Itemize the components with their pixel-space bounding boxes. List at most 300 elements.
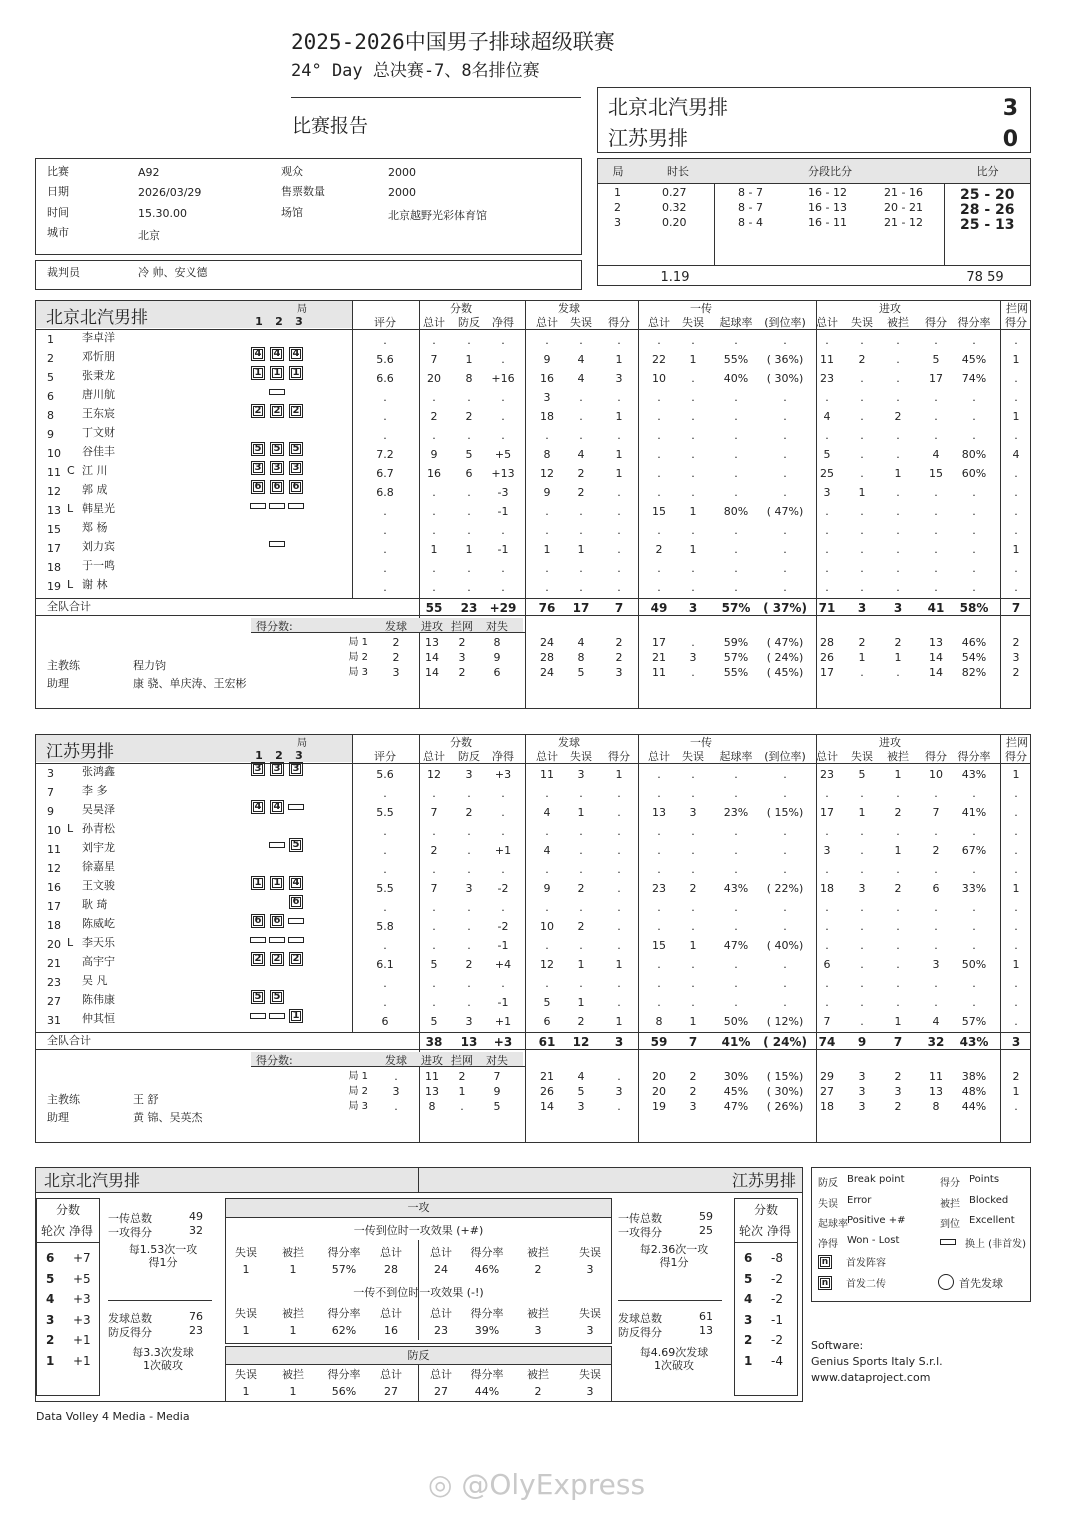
set-points: 2 <box>458 666 466 679</box>
set-stat: 29 <box>820 1070 834 1083</box>
stat-cell: . <box>657 920 661 933</box>
stat-cell: . <box>657 996 661 1009</box>
player-number: 3 <box>47 767 54 780</box>
stat-cell: . <box>734 920 738 933</box>
stat-cell: . <box>934 825 938 838</box>
player-name: 谢 林 <box>82 578 108 591</box>
side-out-col: 被拦 <box>527 1246 549 1259</box>
stat-cell: . <box>432 920 436 933</box>
stat-cell: . <box>934 334 938 347</box>
stat-cell: . <box>972 486 976 499</box>
stat-cell: 11 <box>540 768 554 781</box>
player-name: 郭 成 <box>82 483 108 496</box>
stat-cell: 1 <box>689 505 697 518</box>
set-stat: 3 <box>894 1085 902 1098</box>
set-partial: 8 - 7 <box>738 201 763 214</box>
set-stat: 24 <box>540 636 554 649</box>
stat-cell: . <box>734 768 738 781</box>
stat-cell: . <box>432 977 436 990</box>
stat-cell: . <box>972 787 976 800</box>
stat-cell: . <box>432 996 436 1009</box>
total-cell: 41% <box>721 1035 751 1049</box>
stat-cell: . <box>896 448 900 461</box>
starter-legend-icon: n <box>818 1255 832 1269</box>
info-label: 日期 <box>47 185 69 198</box>
starting-position-mark: 3 <box>270 762 284 776</box>
column-group-header: 一传 <box>690 302 712 315</box>
stat-cell: -1 <box>497 939 509 952</box>
stat-cell: 6.6 <box>376 372 394 385</box>
stat-cell: . <box>432 863 436 876</box>
points-col-header: 进攻 <box>421 620 443 633</box>
substitute-mark <box>288 918 304 924</box>
stat-cell: . <box>691 996 695 1009</box>
info-value: 北京 <box>138 229 160 242</box>
total-cell: 74 <box>818 1035 836 1049</box>
stat-cell: . <box>617 977 621 990</box>
player-number: 15 <box>47 523 61 536</box>
side-out-negative-title: 一传不到位时一攻效果 (-!) <box>353 1286 484 1299</box>
set-points: 14 <box>425 666 439 679</box>
total-cell: ( 24%) <box>763 1035 807 1049</box>
stat-cell: . <box>657 581 661 594</box>
stat-cell: . <box>432 562 436 575</box>
set-stat: 3 <box>1012 651 1020 664</box>
starting-position-mark: 4 <box>289 876 303 890</box>
rotation-number: 1 <box>46 1353 55 1368</box>
stat-cell: . <box>734 958 738 971</box>
column-header: 总计 <box>648 750 670 763</box>
player-name: 郑 杨 <box>82 521 108 534</box>
side-out-col: 失误 <box>579 1307 601 1320</box>
stat-cell: . <box>1014 825 1018 838</box>
set-stat: 38% <box>961 1070 987 1083</box>
starter-legend-icon: n <box>818 1276 832 1290</box>
stat-cell: . <box>1014 806 1018 819</box>
set-stat: . <box>617 1100 621 1113</box>
set-stat: 3 <box>858 1070 866 1083</box>
side-out-value: 39% <box>474 1324 500 1337</box>
player-name: 吴昊泽 <box>82 803 115 816</box>
stat-cell: . <box>617 562 621 575</box>
stat-cell: . <box>383 996 387 1009</box>
set-stat: 57% <box>723 651 749 664</box>
set-label: 局 3 <box>348 1101 368 1112</box>
stat-cell: 41% <box>961 806 987 819</box>
column-header: 得分 <box>608 316 630 329</box>
player-number: 12 <box>47 862 61 875</box>
stat-cell: . <box>1014 996 1018 1009</box>
stat-cell: . <box>467 524 471 537</box>
stat-cell: . <box>617 901 621 914</box>
stat-cell: . <box>734 429 738 442</box>
stat-cell: 43% <box>961 768 987 781</box>
side-out-col: 失误 <box>235 1246 257 1259</box>
stat-cell: . <box>783 901 787 914</box>
column-header: 得分率 <box>957 316 991 329</box>
rotation-title: 分数 <box>753 1203 778 1217</box>
stat-cell: . <box>467 486 471 499</box>
set-label: 局 1 <box>348 1071 368 1082</box>
stat-cell: 3 <box>577 768 585 781</box>
starting-position-mark: 2 <box>270 404 284 418</box>
set-points: . <box>394 1100 398 1113</box>
stat-cell: . <box>860 391 864 404</box>
stat-cell: . <box>972 334 976 347</box>
starting-position-mark: 5 <box>270 442 284 456</box>
set-stat: 3 <box>858 1085 866 1098</box>
stat-cell: . <box>691 448 695 461</box>
side-out-value: 1 <box>242 1324 250 1337</box>
stat-cell: . <box>617 524 621 537</box>
stat-cell: . <box>501 581 505 594</box>
set-stat: 45% <box>723 1085 749 1098</box>
stat-cell: 20 <box>427 372 441 385</box>
stat-cell: . <box>734 467 738 480</box>
stat-cell: . <box>691 787 695 800</box>
set-stat: 14 <box>929 666 943 679</box>
stat-cell: 1 <box>894 467 902 480</box>
player-name: 张秉龙 <box>82 369 115 382</box>
stat-cell: . <box>467 429 471 442</box>
stat-cell: 1 <box>577 806 585 819</box>
column-header: 失误 <box>682 750 704 763</box>
stat-cell: . <box>579 429 583 442</box>
stat-cell: 1 <box>615 958 623 971</box>
set-partial: 20 - 21 <box>884 201 923 214</box>
stat-cell: . <box>934 486 938 499</box>
stat-cell: 1 <box>465 543 473 556</box>
player-name: 耿 琦 <box>82 898 108 911</box>
stat-cell: . <box>383 391 387 404</box>
summary-label: 发球总数 <box>618 1312 662 1325</box>
rule <box>225 1217 612 1218</box>
set-stat: 20 <box>652 1070 666 1083</box>
stat-cell: 6.8 <box>376 486 394 499</box>
side-out-col: 失误 <box>235 1307 257 1320</box>
stat-cell: . <box>825 977 829 990</box>
rule <box>618 1300 722 1301</box>
set-points: 2 <box>458 1070 466 1083</box>
side-out-col: 失误 <box>579 1368 601 1381</box>
starting-position-mark: 2 <box>289 952 303 966</box>
set-stat: 3 <box>858 1100 866 1113</box>
set-stat: 3 <box>615 666 623 679</box>
stat-cell: . <box>972 391 976 404</box>
rotation-balance: +3 <box>73 1312 91 1327</box>
set-stat: 5 <box>577 666 585 679</box>
set-points: 2 <box>458 636 466 649</box>
player-number: 18 <box>47 561 61 574</box>
rotation-title: 分数 <box>55 1203 80 1217</box>
stat-cell: +16 <box>491 372 515 385</box>
stat-cell: 7 <box>430 353 438 366</box>
total-cell: 17 <box>572 601 590 615</box>
player-role: L <box>67 822 74 835</box>
stat-cell: 22 <box>652 353 666 366</box>
stat-cell: . <box>734 410 738 423</box>
column-header: (到位率) <box>764 750 806 763</box>
stat-cell: . <box>972 920 976 933</box>
rotation-balance: -2 <box>771 1271 783 1286</box>
total-cell: +3 <box>493 1035 513 1049</box>
stat-cell: ( 40%) <box>766 939 804 952</box>
efficiency-note: 每2.36次一攻 得1分 <box>639 1243 709 1269</box>
efficiency-note: 每4.69次发球 1次破攻 <box>639 1346 709 1372</box>
stat-cell: 4 <box>932 1015 940 1028</box>
match-info <box>35 158 582 255</box>
column-header: 被拦 <box>887 750 909 763</box>
stat-cell: . <box>734 486 738 499</box>
referee-box <box>35 260 582 290</box>
stat-cell: . <box>860 939 864 952</box>
stat-cell: . <box>617 825 621 838</box>
starting-position-mark: 5 <box>289 442 303 456</box>
stat-cell: 67% <box>961 844 987 857</box>
column-header: 得分 <box>1005 750 1027 763</box>
side-out-value: 27 <box>434 1385 448 1398</box>
rotation-header: 净得 <box>767 1224 792 1238</box>
stat-cell: . <box>934 391 938 404</box>
starting-position-mark: 4 <box>289 347 303 361</box>
total-cell: 9 <box>857 1035 867 1049</box>
set-stat: ( 15%) <box>766 1070 804 1083</box>
stat-cell: . <box>501 524 505 537</box>
info-label: 场馆 <box>281 206 303 219</box>
total-cell: 43% <box>959 1035 989 1049</box>
stat-cell: . <box>579 844 583 857</box>
summary-label: 防反得分 <box>618 1326 662 1339</box>
starting-position-mark: 4 <box>251 800 265 814</box>
stat-cell: . <box>1014 429 1018 442</box>
stat-cell: 5.6 <box>376 353 394 366</box>
column-header: 净得 <box>492 750 514 763</box>
info-label: 观众 <box>281 165 303 178</box>
player-name: 刘力宾 <box>82 540 115 553</box>
stat-cell: . <box>860 372 864 385</box>
column-header: 总计 <box>536 316 558 329</box>
player-name: 李卓洋 <box>82 331 115 344</box>
stat-cell: . <box>657 524 661 537</box>
stat-cell: . <box>617 429 621 442</box>
stat-cell: 5 <box>430 958 438 971</box>
set-stat: 4 <box>577 1070 585 1083</box>
stat-cell: 50% <box>723 1015 749 1028</box>
substitute-mark <box>288 804 304 810</box>
stat-cell: . <box>657 334 661 347</box>
stat-cell: . <box>579 825 583 838</box>
stat-cell: 7 <box>430 882 438 895</box>
set-stat: 2 <box>689 1070 697 1083</box>
player-number: 17 <box>47 900 61 913</box>
stat-cell: . <box>657 787 661 800</box>
summary-value: 13 <box>699 1324 713 1337</box>
stat-cell: . <box>617 505 621 518</box>
stat-cell: 23 <box>820 372 834 385</box>
stat-cell: . <box>617 882 621 895</box>
stat-cell: . <box>545 429 549 442</box>
stat-cell: . <box>1014 977 1018 990</box>
stat-cell: . <box>783 844 787 857</box>
set-number: 2 <box>614 201 621 214</box>
stat-cell: . <box>896 581 900 594</box>
set-stat: 3 <box>577 1100 585 1113</box>
set-stat: 20 <box>652 1085 666 1098</box>
player-number: 10 <box>47 447 61 460</box>
total-cell: 58% <box>959 601 989 615</box>
set-stat: 2 <box>858 636 866 649</box>
side-out-value: 1 <box>242 1263 250 1276</box>
rule <box>734 1242 798 1243</box>
side-out-col: 失误 <box>579 1246 601 1259</box>
stat-cell: 3 <box>823 486 831 499</box>
column-group-header: 拦网 <box>1006 302 1028 315</box>
set-stat: 48% <box>961 1085 987 1098</box>
info-value: 北京越野光彩体育馆 <box>388 209 487 222</box>
stat-cell: . <box>1014 581 1018 594</box>
player-name: 刘宇龙 <box>82 841 115 854</box>
starting-position-mark: 1 <box>270 366 284 380</box>
stat-cell: . <box>783 863 787 876</box>
total-cell: 23 <box>460 601 478 615</box>
stat-cell: 1 <box>430 543 438 556</box>
stat-cell: . <box>691 977 695 990</box>
rotation-balance: +7 <box>73 1251 91 1265</box>
player-number: 19 <box>47 580 61 593</box>
side-out-col: 被拦 <box>282 1368 304 1381</box>
stat-cell: . <box>783 958 787 971</box>
summary-team-a: 北京北汽男排 <box>44 1171 141 1190</box>
rule <box>35 1032 1031 1033</box>
rotation-number: 1 <box>744 1353 753 1368</box>
total-cell: 55 <box>425 601 443 615</box>
player-name: 李天乐 <box>82 936 115 949</box>
stat-cell: 1 <box>1012 353 1020 366</box>
summary-value: 25 <box>699 1224 713 1237</box>
stat-cell: . <box>825 543 829 556</box>
stat-cell: . <box>501 863 505 876</box>
stat-cell: . <box>579 901 583 914</box>
stat-cell: . <box>657 863 661 876</box>
stat-cell: 9 <box>543 353 551 366</box>
stat-cell: . <box>579 410 583 423</box>
player-role: L <box>67 936 74 949</box>
player-name: 陈威屹 <box>82 917 115 930</box>
points-col-header: 对失 <box>486 1054 508 1067</box>
stat-cell: 6.1 <box>376 958 394 971</box>
starting-position-mark: 1 <box>289 1009 303 1023</box>
set-number: 1 <box>614 186 621 199</box>
set-stat: 2 <box>615 636 623 649</box>
stat-cell: . <box>501 334 505 347</box>
stat-cell: . <box>934 977 938 990</box>
rotation-number: 2 <box>744 1333 753 1347</box>
set-points: 8 <box>493 636 501 649</box>
side-out-col: 被拦 <box>527 1368 549 1381</box>
stat-cell: . <box>783 334 787 347</box>
set-label: 局 1 <box>348 637 368 648</box>
player-name: 徐嘉星 <box>82 860 115 873</box>
starting-position-mark: 5 <box>251 990 265 1004</box>
set-stat: 28 <box>540 651 554 664</box>
set-stat: 3 <box>689 1100 697 1113</box>
starting-position-mark: 6 <box>289 895 303 909</box>
stat-cell: 18 <box>540 410 554 423</box>
stat-cell: 1 <box>543 543 551 556</box>
set-points: 3 <box>392 666 400 679</box>
starting-position-mark: 2 <box>251 952 265 966</box>
stat-cell: . <box>783 787 787 800</box>
stat-cell: . <box>383 787 387 800</box>
set-stat: 47% <box>723 1100 749 1113</box>
stat-cell: . <box>545 863 549 876</box>
stat-cell: 5.6 <box>376 768 394 781</box>
stat-cell: . <box>972 543 976 556</box>
stat-cell: 45% <box>961 353 987 366</box>
starting-position-mark: 4 <box>251 347 265 361</box>
column-header: 起球率 <box>719 316 753 329</box>
stat-cell: . <box>617 543 621 556</box>
stat-cell: . <box>734 543 738 556</box>
set-stat: . <box>617 1070 621 1083</box>
player-number: 11 <box>47 466 61 479</box>
column-header: 防反 <box>458 316 480 329</box>
stat-cell: 5 <box>858 768 866 781</box>
stat-cell: . <box>734 524 738 537</box>
stat-cell: . <box>783 486 787 499</box>
column-header: 总计 <box>423 750 445 763</box>
stat-cell: . <box>1014 920 1018 933</box>
stat-cell: . <box>783 825 787 838</box>
stat-cell: . <box>545 562 549 575</box>
stat-cell: . <box>657 429 661 442</box>
stat-cell: . <box>657 467 661 480</box>
stat-cell: 1 <box>615 467 623 480</box>
legend-desc: Excellent <box>969 1215 1015 1226</box>
info-value: 2000 <box>388 166 416 179</box>
stat-cell: . <box>734 844 738 857</box>
set-stat: 3 <box>689 651 697 664</box>
column-header: 失误 <box>570 750 592 763</box>
stat-cell: . <box>860 410 864 423</box>
stat-cell: . <box>860 562 864 575</box>
stat-cell: . <box>579 524 583 537</box>
stat-cell: . <box>860 334 864 347</box>
stat-cell: . <box>383 977 387 990</box>
stat-cell: 2 <box>932 844 940 857</box>
stat-cell: . <box>860 467 864 480</box>
stat-cell: . <box>545 505 549 518</box>
stat-cell: . <box>825 505 829 518</box>
stat-cell: . <box>579 939 583 952</box>
stat-cell: . <box>825 825 829 838</box>
set-partial: 16 - 13 <box>808 201 847 214</box>
team-name: 北京北汽男排 <box>46 308 148 328</box>
stat-cell: . <box>691 410 695 423</box>
stat-cell: 1 <box>1012 543 1020 556</box>
stat-cell: . <box>825 524 829 537</box>
stat-cell: . <box>467 505 471 518</box>
column-header: 失误 <box>570 316 592 329</box>
software-info: Software: Genius Sports Italy S.r.l. www.dataproject.com <box>811 1339 943 1384</box>
set-stat: 11 <box>929 1070 943 1083</box>
stat-cell: 2 <box>894 410 902 423</box>
player-number: 9 <box>47 428 54 441</box>
stat-cell: . <box>467 391 471 404</box>
stat-cell: 50% <box>961 958 987 971</box>
weibo-icon: ◎ <box>428 1468 453 1501</box>
stat-cell: . <box>934 543 938 556</box>
